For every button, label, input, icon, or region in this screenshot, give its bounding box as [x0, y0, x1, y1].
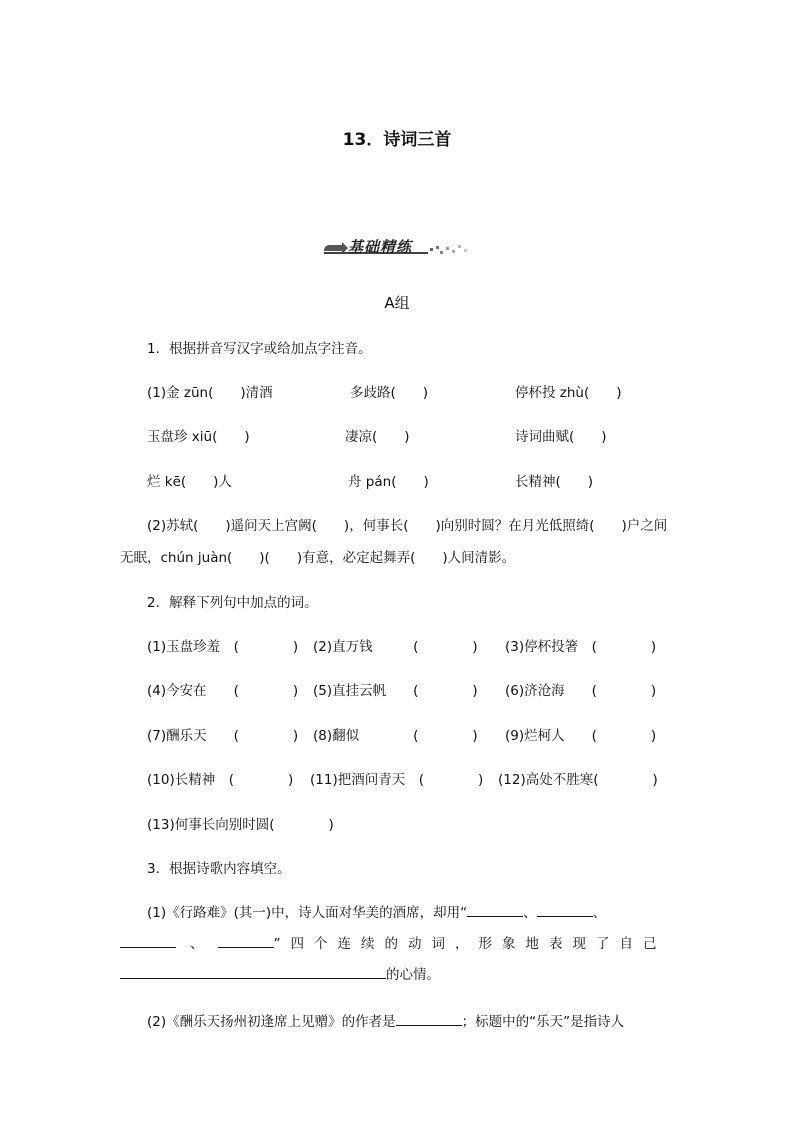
fill-blank[interactable]: [467, 902, 523, 917]
banner-label: 基础精练: [348, 238, 413, 256]
q2-item: (3)停杯投箸 ( ): [505, 639, 657, 655]
q2-item: (10)长精神 ( ): [147, 772, 294, 788]
q1-item: 多歧路( ): [350, 385, 429, 401]
q2-item: (12)高处不胜寒( ): [498, 772, 658, 788]
q2-item: (7)酬乐天 ( ): [147, 728, 299, 744]
q3-p1-line2: 、 ”四个连续的动词，形象地表现了自己: [120, 932, 667, 952]
q2-item: (4)今安在 ( ): [147, 683, 299, 699]
q2-item: (1)玉盘珍羞 ( ): [147, 639, 299, 655]
q1-item: 凄凉( ): [345, 429, 410, 445]
q2-item: (13)何事长向别时圆( ): [147, 817, 334, 833]
q3-p2-line1: (2)《酬乐天扬州初逢席上见赠》的作者是 ；标题中的“乐天”是指诗人: [147, 1010, 624, 1030]
q3-p1-line3: 的心情。: [120, 963, 440, 983]
group-label: A组: [384, 294, 410, 312]
q2-item: (5)直挂云帆 ( ): [313, 683, 478, 699]
q1-heading: 1．根据拼音写汉字或给加点字注音。: [147, 341, 372, 357]
q2-heading: 2．解释下列句中加点的词。: [147, 595, 318, 611]
q1-item: 停杯投 zhù( ): [515, 385, 622, 401]
q1-item: (1)金 zūn( )清酒: [147, 385, 273, 401]
fill-blank[interactable]: [218, 933, 274, 948]
q1-p2-line2: 无眠，chún juàn( )( )有意，必定起舞弄( )人间清影。: [120, 550, 516, 566]
q1-item: 诗词曲赋( ): [515, 429, 607, 445]
q1-item: 烂 kē( )人: [147, 474, 232, 490]
fill-blank[interactable]: [120, 933, 176, 948]
fill-blank[interactable]: [120, 964, 386, 979]
q1-item: 长精神( ): [515, 474, 594, 490]
q2-item: (6)济沧海 ( ): [505, 683, 657, 699]
q1-item: 玉盘珍 xiū( ): [147, 429, 250, 445]
q1-item: 舟 pán( ): [348, 474, 429, 490]
q2-item: (2)直万钱 ( ): [313, 639, 478, 655]
q2-item: (8)翻似 ( ): [313, 728, 478, 744]
q2-item: (9)烂柯人 ( ): [505, 728, 657, 744]
q3-heading: 3．根据诗歌内容填空。: [147, 861, 291, 877]
page-title: 13．诗词三首: [342, 130, 452, 150]
fill-blank[interactable]: [396, 1011, 462, 1026]
fill-blank[interactable]: [537, 902, 593, 917]
q3-p1-line1: (1)《行路难》(其一)中，诗人面对华美的酒席，却用“ 、 、: [147, 901, 606, 921]
section-banner: [322, 234, 472, 258]
q2-item: (11)把酒问青天 ( ): [310, 772, 484, 788]
q1-p2-line1: (2)苏轼( )遥问天上宫阙( )，何事长( )向别时圆？在月光低照绮( )户之间: [147, 518, 668, 534]
